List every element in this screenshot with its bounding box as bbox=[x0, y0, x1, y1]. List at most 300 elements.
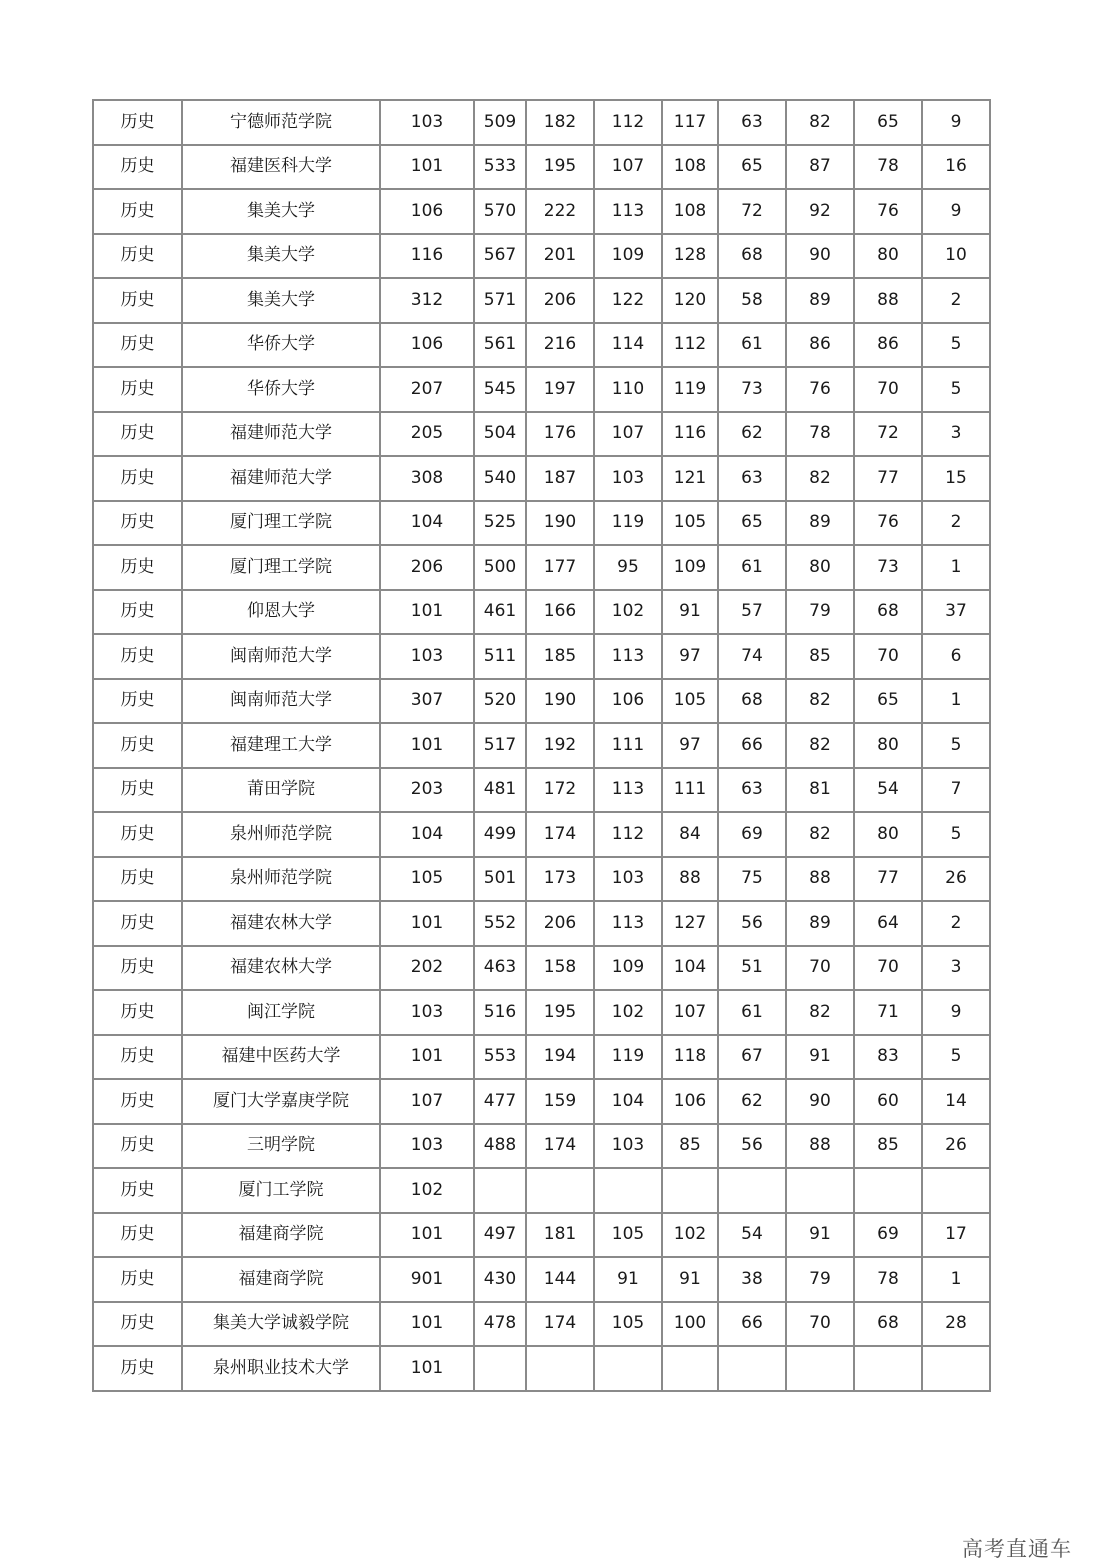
table-cell: 63 bbox=[718, 456, 786, 501]
table-cell: 65 bbox=[854, 100, 922, 145]
table-cell: 105 bbox=[594, 1213, 662, 1258]
table-cell: 101 bbox=[380, 1213, 474, 1258]
table-cell: 107 bbox=[662, 990, 718, 1035]
table-body bbox=[93, 100, 990, 1391]
table-cell: 26 bbox=[922, 1124, 990, 1169]
table-cell: 88 bbox=[786, 857, 854, 902]
table-cell: 101 bbox=[380, 145, 474, 190]
school-name-cell: 集美大学 bbox=[182, 234, 380, 279]
table-cell: 119 bbox=[594, 1035, 662, 1080]
table-cell: 176 bbox=[526, 412, 594, 457]
table-cell: 80 bbox=[854, 812, 922, 857]
table-cell: 69 bbox=[718, 812, 786, 857]
table-cell: 144 bbox=[526, 1257, 594, 1302]
table-cell: 9 bbox=[922, 990, 990, 1035]
table-row bbox=[93, 990, 990, 1035]
table-cell: 61 bbox=[718, 323, 786, 368]
table-cell: 477 bbox=[474, 1079, 526, 1124]
table-cell: 90 bbox=[786, 234, 854, 279]
table-row bbox=[93, 545, 990, 590]
table-cell: 76 bbox=[854, 501, 922, 546]
table-cell: 5 bbox=[922, 323, 990, 368]
table-cell: 203 bbox=[380, 768, 474, 813]
table-row bbox=[93, 100, 990, 145]
table-row bbox=[93, 412, 990, 457]
table-cell: 206 bbox=[380, 545, 474, 590]
table-cell: 117 bbox=[662, 100, 718, 145]
table-cell: 101 bbox=[380, 723, 474, 768]
table-cell: 121 bbox=[662, 456, 718, 501]
table-cell: 历史 bbox=[93, 145, 182, 190]
school-name-cell: 集美大学诚毅学院 bbox=[182, 1302, 380, 1347]
table-cell: 545 bbox=[474, 367, 526, 412]
table-cell: 101 bbox=[380, 901, 474, 946]
school-name-cell: 泉州师范学院 bbox=[182, 812, 380, 857]
table-cell: 历史 bbox=[93, 367, 182, 412]
table-cell bbox=[662, 1168, 718, 1213]
table-cell: 历史 bbox=[93, 1035, 182, 1080]
table-cell: 80 bbox=[786, 545, 854, 590]
table-cell: 历史 bbox=[93, 278, 182, 323]
table-cell: 73 bbox=[854, 545, 922, 590]
table-cell: 113 bbox=[594, 901, 662, 946]
table-cell: 14 bbox=[922, 1079, 990, 1124]
table-cell: 70 bbox=[854, 367, 922, 412]
table-cell: 68 bbox=[718, 679, 786, 724]
school-name-cell: 厦门理工学院 bbox=[182, 501, 380, 546]
table-cell bbox=[526, 1168, 594, 1213]
table-cell: 历史 bbox=[93, 501, 182, 546]
table-cell: 历史 bbox=[93, 1168, 182, 1213]
table-cell: 76 bbox=[786, 367, 854, 412]
table-cell: 82 bbox=[786, 679, 854, 724]
table-cell: 70 bbox=[786, 946, 854, 991]
table-cell: 历史 bbox=[93, 679, 182, 724]
table-cell: 85 bbox=[854, 1124, 922, 1169]
school-name-cell: 厦门理工学院 bbox=[182, 545, 380, 590]
table-cell: 104 bbox=[662, 946, 718, 991]
table-cell: 历史 bbox=[93, 323, 182, 368]
table-cell: 111 bbox=[662, 768, 718, 813]
table-cell: 106 bbox=[594, 679, 662, 724]
table-cell: 89 bbox=[786, 901, 854, 946]
table-cell: 26 bbox=[922, 857, 990, 902]
table-cell: 113 bbox=[594, 189, 662, 234]
table-row bbox=[93, 1346, 990, 1391]
table-cell: 历史 bbox=[93, 634, 182, 679]
table-cell: 104 bbox=[380, 812, 474, 857]
table-cell: 488 bbox=[474, 1124, 526, 1169]
table-cell: 101 bbox=[380, 1035, 474, 1080]
table-cell: 127 bbox=[662, 901, 718, 946]
school-name-cell: 福建医科大学 bbox=[182, 145, 380, 190]
table-cell: 89 bbox=[786, 278, 854, 323]
table-cell: 106 bbox=[380, 189, 474, 234]
table-cell: 552 bbox=[474, 901, 526, 946]
table-cell: 101 bbox=[380, 1346, 474, 1391]
table-cell: 190 bbox=[526, 679, 594, 724]
table-cell: 6 bbox=[922, 634, 990, 679]
table-cell: 553 bbox=[474, 1035, 526, 1080]
table-row bbox=[93, 723, 990, 768]
table-cell: 88 bbox=[854, 278, 922, 323]
table-cell: 81 bbox=[786, 768, 854, 813]
table-row bbox=[93, 278, 990, 323]
table-cell: 65 bbox=[718, 501, 786, 546]
table-cell: 112 bbox=[662, 323, 718, 368]
table-row bbox=[93, 1213, 990, 1258]
table-cell: 103 bbox=[380, 1124, 474, 1169]
table-cell: 177 bbox=[526, 545, 594, 590]
table-cell: 128 bbox=[662, 234, 718, 279]
table-cell: 119 bbox=[594, 501, 662, 546]
school-name-cell: 莆田学院 bbox=[182, 768, 380, 813]
table-cell: 105 bbox=[594, 1302, 662, 1347]
table-cell: 113 bbox=[594, 768, 662, 813]
table-row bbox=[93, 634, 990, 679]
table-row bbox=[93, 679, 990, 724]
table-row bbox=[93, 1168, 990, 1213]
table-cell: 76 bbox=[854, 189, 922, 234]
table-cell: 101 bbox=[380, 1302, 474, 1347]
table-cell: 7 bbox=[922, 768, 990, 813]
table-cell: 108 bbox=[662, 145, 718, 190]
table-cell bbox=[474, 1168, 526, 1213]
school-name-cell: 福建商学院 bbox=[182, 1257, 380, 1302]
table-cell: 9 bbox=[922, 100, 990, 145]
table-cell: 54 bbox=[718, 1213, 786, 1258]
table-cell: 207 bbox=[380, 367, 474, 412]
table-cell: 63 bbox=[718, 100, 786, 145]
table-cell: 116 bbox=[662, 412, 718, 457]
table-cell: 307 bbox=[380, 679, 474, 724]
table-cell: 65 bbox=[718, 145, 786, 190]
school-name-cell: 闽南师范大学 bbox=[182, 679, 380, 724]
table-cell: 222 bbox=[526, 189, 594, 234]
table-cell: 174 bbox=[526, 1302, 594, 1347]
school-name-cell: 集美大学 bbox=[182, 189, 380, 234]
table-cell: 历史 bbox=[93, 812, 182, 857]
table-cell: 92 bbox=[786, 189, 854, 234]
table-cell: 82 bbox=[786, 723, 854, 768]
table-cell: 107 bbox=[594, 145, 662, 190]
table-row bbox=[93, 501, 990, 546]
table-cell: 195 bbox=[526, 145, 594, 190]
table-cell: 463 bbox=[474, 946, 526, 991]
table-cell: 85 bbox=[786, 634, 854, 679]
school-name-cell: 福建农林大学 bbox=[182, 946, 380, 991]
table-cell: 181 bbox=[526, 1213, 594, 1258]
table-cell: 90 bbox=[786, 1079, 854, 1124]
school-name-cell: 三明学院 bbox=[182, 1124, 380, 1169]
table-cell: 509 bbox=[474, 100, 526, 145]
table-row bbox=[93, 323, 990, 368]
score-table bbox=[92, 99, 991, 1392]
table-cell bbox=[786, 1346, 854, 1391]
table-cell: 192 bbox=[526, 723, 594, 768]
table-cell: 216 bbox=[526, 323, 594, 368]
table-cell: 111 bbox=[594, 723, 662, 768]
table-cell: 190 bbox=[526, 501, 594, 546]
table-row bbox=[93, 901, 990, 946]
table-cell: 历史 bbox=[93, 1079, 182, 1124]
table-cell: 540 bbox=[474, 456, 526, 501]
table-cell bbox=[594, 1168, 662, 1213]
table-row bbox=[93, 768, 990, 813]
table-cell: 71 bbox=[854, 990, 922, 1035]
table-cell: 120 bbox=[662, 278, 718, 323]
table-cell: 91 bbox=[662, 1257, 718, 1302]
table-cell: 67 bbox=[718, 1035, 786, 1080]
table-cell: 56 bbox=[718, 901, 786, 946]
table-cell: 65 bbox=[854, 679, 922, 724]
table-cell: 15 bbox=[922, 456, 990, 501]
table-row bbox=[93, 234, 990, 279]
table-cell: 205 bbox=[380, 412, 474, 457]
table-cell: 112 bbox=[594, 812, 662, 857]
table-cell: 114 bbox=[594, 323, 662, 368]
table-cell bbox=[922, 1346, 990, 1391]
table-cell: 517 bbox=[474, 723, 526, 768]
table-cell: 206 bbox=[526, 901, 594, 946]
table-cell: 106 bbox=[380, 323, 474, 368]
table-cell: 62 bbox=[718, 412, 786, 457]
table-cell: 历史 bbox=[93, 901, 182, 946]
watermark-text: 高考直通车 bbox=[962, 1537, 1072, 1561]
table-cell: 516 bbox=[474, 990, 526, 1035]
table-row bbox=[93, 189, 990, 234]
school-name-cell: 集美大学 bbox=[182, 278, 380, 323]
table-cell: 533 bbox=[474, 145, 526, 190]
table-cell: 68 bbox=[854, 590, 922, 635]
school-name-cell: 华侨大学 bbox=[182, 323, 380, 368]
table-cell bbox=[718, 1168, 786, 1213]
table-cell: 82 bbox=[786, 812, 854, 857]
table-cell: 100 bbox=[662, 1302, 718, 1347]
school-name-cell: 福建师范大学 bbox=[182, 412, 380, 457]
table-cell: 51 bbox=[718, 946, 786, 991]
table-cell bbox=[718, 1346, 786, 1391]
table-cell: 116 bbox=[380, 234, 474, 279]
table-cell: 194 bbox=[526, 1035, 594, 1080]
school-name-cell: 宁德师范学院 bbox=[182, 100, 380, 145]
table-cell bbox=[662, 1346, 718, 1391]
table-row bbox=[93, 145, 990, 190]
school-name-cell: 福建理工大学 bbox=[182, 723, 380, 768]
school-name-cell: 华侨大学 bbox=[182, 367, 380, 412]
table-row bbox=[93, 456, 990, 501]
table-cell: 68 bbox=[718, 234, 786, 279]
table-cell: 79 bbox=[786, 1257, 854, 1302]
table-cell bbox=[922, 1168, 990, 1213]
table-cell: 2 bbox=[922, 901, 990, 946]
table-cell bbox=[594, 1346, 662, 1391]
table-cell: 158 bbox=[526, 946, 594, 991]
table-cell: 571 bbox=[474, 278, 526, 323]
table-cell: 80 bbox=[854, 234, 922, 279]
table-cell: 122 bbox=[594, 278, 662, 323]
table-cell: 5 bbox=[922, 723, 990, 768]
table-cell: 56 bbox=[718, 1124, 786, 1169]
table-row bbox=[93, 1035, 990, 1080]
table-cell: 107 bbox=[380, 1079, 474, 1124]
table-cell: 182 bbox=[526, 100, 594, 145]
table-cell: 70 bbox=[854, 946, 922, 991]
table-cell: 159 bbox=[526, 1079, 594, 1124]
table-cell: 103 bbox=[594, 1124, 662, 1169]
table-cell: 86 bbox=[854, 323, 922, 368]
table-cell: 82 bbox=[786, 456, 854, 501]
table-cell: 86 bbox=[786, 323, 854, 368]
table-cell: 174 bbox=[526, 1124, 594, 1169]
school-name-cell: 厦门大学嘉庚学院 bbox=[182, 1079, 380, 1124]
school-name-cell: 福建农林大学 bbox=[182, 901, 380, 946]
table-cell: 105 bbox=[662, 679, 718, 724]
table-cell: 113 bbox=[594, 634, 662, 679]
table-cell: 102 bbox=[594, 990, 662, 1035]
table-cell: 481 bbox=[474, 768, 526, 813]
table-cell: 60 bbox=[854, 1079, 922, 1124]
table-cell: 497 bbox=[474, 1213, 526, 1258]
school-name-cell: 闽南师范大学 bbox=[182, 634, 380, 679]
table-cell: 1 bbox=[922, 679, 990, 724]
table-cell: 109 bbox=[662, 545, 718, 590]
table-cell: 历史 bbox=[93, 857, 182, 902]
table-cell: 历史 bbox=[93, 1124, 182, 1169]
table-cell: 历史 bbox=[93, 590, 182, 635]
table-cell: 172 bbox=[526, 768, 594, 813]
table-cell: 88 bbox=[786, 1124, 854, 1169]
table-cell: 109 bbox=[594, 234, 662, 279]
table-cell: 901 bbox=[380, 1257, 474, 1302]
table-cell: 105 bbox=[380, 857, 474, 902]
table-cell: 91 bbox=[786, 1213, 854, 1258]
table-row bbox=[93, 1302, 990, 1347]
table-cell: 3 bbox=[922, 946, 990, 991]
school-name-cell: 泉州职业技术大学 bbox=[182, 1346, 380, 1391]
table-cell: 历史 bbox=[93, 1213, 182, 1258]
table-cell: 87 bbox=[786, 145, 854, 190]
table-cell: 185 bbox=[526, 634, 594, 679]
table-cell: 79 bbox=[786, 590, 854, 635]
table-cell: 83 bbox=[854, 1035, 922, 1080]
table-cell: 70 bbox=[854, 634, 922, 679]
table-cell: 561 bbox=[474, 323, 526, 368]
table-cell: 570 bbox=[474, 189, 526, 234]
table-row bbox=[93, 946, 990, 991]
table-cell: 91 bbox=[786, 1035, 854, 1080]
table-cell bbox=[786, 1168, 854, 1213]
table-cell: 17 bbox=[922, 1213, 990, 1258]
table-row bbox=[93, 590, 990, 635]
table-cell: 166 bbox=[526, 590, 594, 635]
table-cell: 499 bbox=[474, 812, 526, 857]
table-cell: 78 bbox=[854, 1257, 922, 1302]
school-name-cell: 仰恩大学 bbox=[182, 590, 380, 635]
table-cell: 187 bbox=[526, 456, 594, 501]
table-cell: 历史 bbox=[93, 1257, 182, 1302]
table-cell: 103 bbox=[594, 456, 662, 501]
table-cell: 57 bbox=[718, 590, 786, 635]
table-cell: 历史 bbox=[93, 412, 182, 457]
table-cell: 88 bbox=[662, 857, 718, 902]
table-row bbox=[93, 1124, 990, 1169]
table-cell: 312 bbox=[380, 278, 474, 323]
table-cell: 195 bbox=[526, 990, 594, 1035]
table-cell: 104 bbox=[380, 501, 474, 546]
table-cell: 38 bbox=[718, 1257, 786, 1302]
table-cell: 77 bbox=[854, 857, 922, 902]
table-cell: 64 bbox=[854, 901, 922, 946]
table-cell: 78 bbox=[854, 145, 922, 190]
table-cell: 103 bbox=[380, 990, 474, 1035]
table-cell: 1 bbox=[922, 545, 990, 590]
table-row bbox=[93, 1257, 990, 1302]
table-cell: 478 bbox=[474, 1302, 526, 1347]
table-cell: 85 bbox=[662, 1124, 718, 1169]
table-cell: 70 bbox=[786, 1302, 854, 1347]
table-cell: 112 bbox=[594, 100, 662, 145]
table-cell: 历史 bbox=[93, 723, 182, 768]
table-cell: 500 bbox=[474, 545, 526, 590]
table-cell: 197 bbox=[526, 367, 594, 412]
table-cell: 106 bbox=[662, 1079, 718, 1124]
table-cell: 37 bbox=[922, 590, 990, 635]
table-cell: 119 bbox=[662, 367, 718, 412]
table-cell: 69 bbox=[854, 1213, 922, 1258]
table-cell: 201 bbox=[526, 234, 594, 279]
table-cell bbox=[854, 1346, 922, 1391]
table-cell: 历史 bbox=[93, 100, 182, 145]
table-cell: 2 bbox=[922, 278, 990, 323]
school-name-cell: 福建师范大学 bbox=[182, 456, 380, 501]
table-cell: 72 bbox=[718, 189, 786, 234]
table-cell: 84 bbox=[662, 812, 718, 857]
table-cell: 72 bbox=[854, 412, 922, 457]
table-cell: 104 bbox=[594, 1079, 662, 1124]
table-cell: 78 bbox=[786, 412, 854, 457]
table-cell: 9 bbox=[922, 189, 990, 234]
table-cell: 105 bbox=[662, 501, 718, 546]
table-cell: 103 bbox=[594, 857, 662, 902]
table-cell: 历史 bbox=[93, 768, 182, 813]
table-cell: 461 bbox=[474, 590, 526, 635]
table-cell: 102 bbox=[594, 590, 662, 635]
table-cell: 110 bbox=[594, 367, 662, 412]
table-cell: 历史 bbox=[93, 990, 182, 1035]
table-cell bbox=[474, 1346, 526, 1391]
table-row bbox=[93, 857, 990, 902]
table-cell: 5 bbox=[922, 1035, 990, 1080]
table-cell: 174 bbox=[526, 812, 594, 857]
table-cell: 75 bbox=[718, 857, 786, 902]
table-cell: 历史 bbox=[93, 234, 182, 279]
table-cell: 91 bbox=[594, 1257, 662, 1302]
school-name-cell: 厦门工学院 bbox=[182, 1168, 380, 1213]
table-cell bbox=[854, 1168, 922, 1213]
table-cell: 历史 bbox=[93, 545, 182, 590]
table-cell: 173 bbox=[526, 857, 594, 902]
table-cell: 历史 bbox=[93, 1346, 182, 1391]
table-cell: 430 bbox=[474, 1257, 526, 1302]
table-cell: 202 bbox=[380, 946, 474, 991]
table-cell: 103 bbox=[380, 100, 474, 145]
table-cell: 历史 bbox=[93, 456, 182, 501]
table-cell: 567 bbox=[474, 234, 526, 279]
table-cell: 109 bbox=[594, 946, 662, 991]
table-cell: 504 bbox=[474, 412, 526, 457]
table-cell: 73 bbox=[718, 367, 786, 412]
